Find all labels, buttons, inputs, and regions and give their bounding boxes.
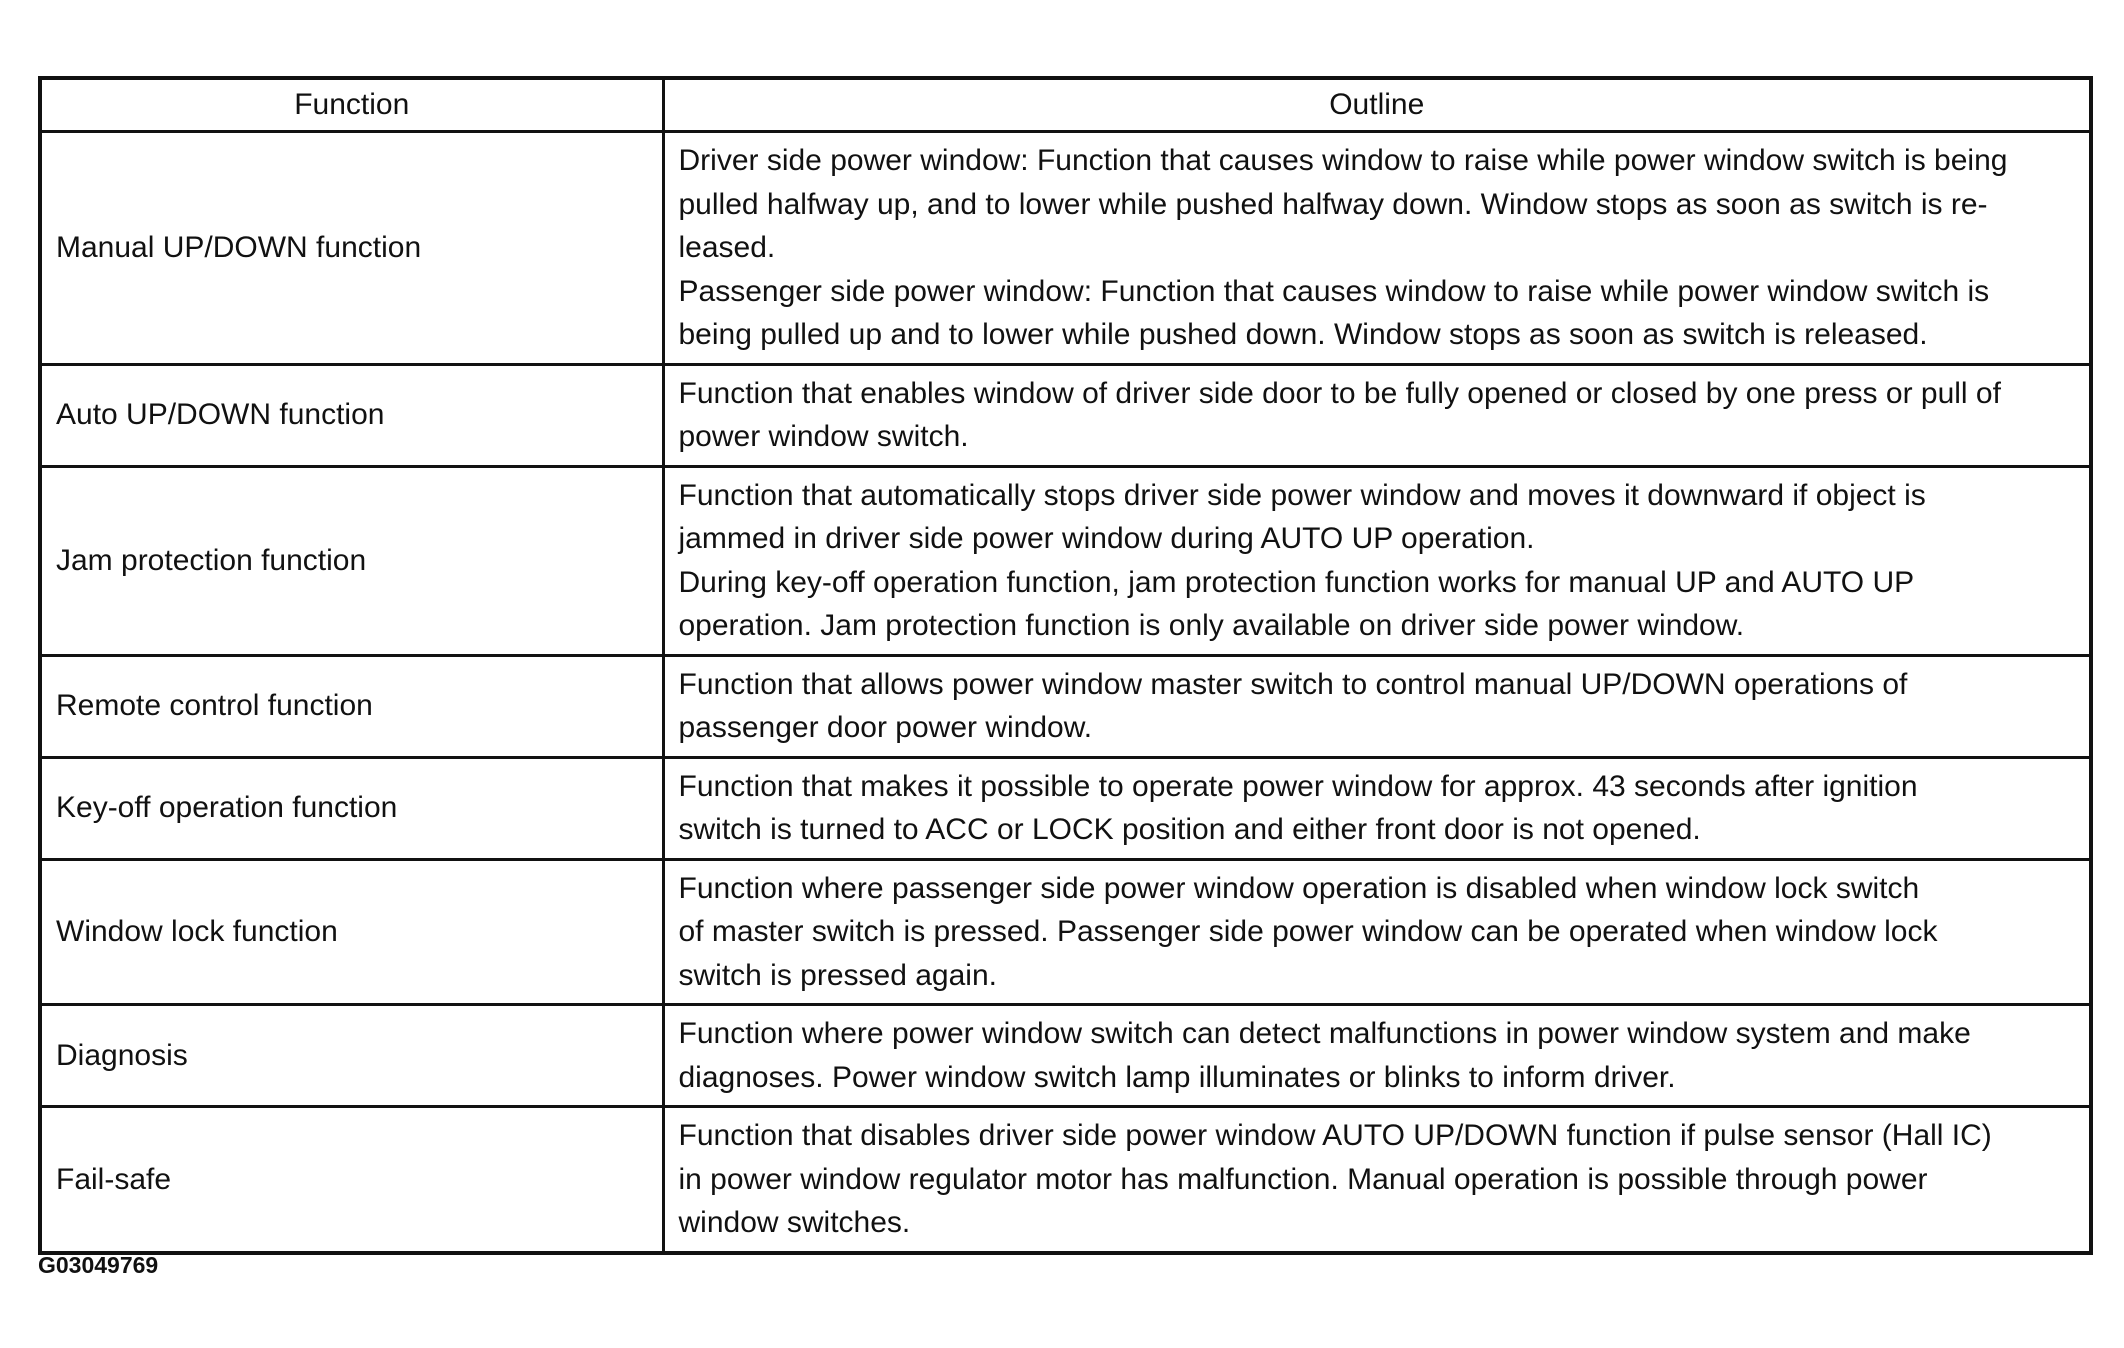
outline-line: Function that enables window of driver side door to be fully opened or closed by one press or pull of [678, 376, 2001, 410]
outline-line: Function that allows power window master switch to control manual UP/DOWN operations of [678, 667, 1908, 701]
outline-line: During key-off operation function, jam protection function works for manual UP and AUTO UP [678, 565, 1915, 599]
table-row [40, 364, 2091, 466]
function-cell: Manual UP/DOWN function [40, 132, 663, 365]
function-cell: Jam protection function [40, 466, 663, 655]
outline-line: switch is turned to ACC or LOCK position and either front door is not opened. [678, 813, 1701, 846]
outline-line: switch is pressed again. [678, 958, 997, 992]
outline-cell [663, 859, 2091, 1005]
function-cell: Diagnosis [40, 1005, 663, 1107]
header-function: Function [40, 78, 663, 132]
outline-line: Driver side power window: Function that causes window to raise while power window switch is being [678, 144, 2008, 177]
outline-cell [663, 132, 2091, 365]
outline-line: Function where passenger side power window operation is disabled when window lock switch [678, 871, 1920, 905]
outline-line: pulled halfway up, and to lower while pushed halfway down. Window stops as soon as switch is re- [678, 187, 1988, 221]
table-row [40, 859, 2091, 1005]
outline-cell [663, 466, 2091, 655]
table-body [40, 132, 2091, 1253]
outline-line: jammed in driver side power window during AUTO UP operation. [678, 522, 1535, 555]
outline-cell [663, 1107, 2091, 1253]
outline-cell [663, 1005, 2091, 1107]
function-cell: Remote control function [40, 655, 663, 757]
table-row [40, 1107, 2091, 1253]
function-cell: Key-off operation function [40, 757, 663, 859]
outline-line: Function where power window switch can detect malfunctions in power window system and make [678, 1017, 1971, 1050]
outline-line: leased. [678, 231, 776, 264]
function-cell: Window lock function [40, 859, 663, 1005]
outline-line: passenger door power window. [678, 711, 1093, 744]
outline-line: window switches. [678, 1206, 911, 1239]
function-outline-table [38, 76, 2093, 1255]
outline-line: being pulled up and to lower while pushed down. Window stops as soon as switch is released. [678, 318, 1928, 351]
function-cell: Auto UP/DOWN function [40, 364, 663, 466]
table-row [40, 1005, 2091, 1107]
table-header-row [40, 78, 2091, 132]
figure-id: G03049769 [38, 1252, 159, 1278]
outline-cell [663, 655, 2091, 757]
table-row [40, 757, 2091, 859]
function-cell: Fail-safe [40, 1107, 663, 1253]
outline-line: operation. Jam protection function is only available on driver side power window. [678, 609, 1745, 642]
outline-line: power window switch. [678, 420, 969, 453]
outline-line: diagnoses. Power window switch lamp illuminates or blinks to inform driver. [678, 1060, 1676, 1094]
outline-line: Passenger side power window: Function that causes window to raise while power window switch is [678, 274, 1990, 308]
outline-line: Function that automatically stops driver side power window and moves it downward if object is [678, 478, 1926, 512]
outline-line: in power window regulator motor has malfunction. Manual operation is possible through power [678, 1162, 1928, 1196]
outline-cell [663, 364, 2091, 466]
outline-cell [663, 757, 2091, 859]
outline-line: Function that makes it possible to operate power window for approx. 43 seconds after ignition [678, 769, 1918, 803]
outline-line: Function that disables driver side power window AUTO UP/DOWN function if pulse sensor (Hall IC) [678, 1119, 1992, 1152]
table-row [40, 655, 2091, 757]
header-outline: Outline [663, 78, 2091, 132]
table-row [40, 466, 2091, 655]
outline-line: of master switch is pressed. Passenger side power window can be operated when window lock [678, 915, 1938, 948]
table-row [40, 132, 2091, 365]
